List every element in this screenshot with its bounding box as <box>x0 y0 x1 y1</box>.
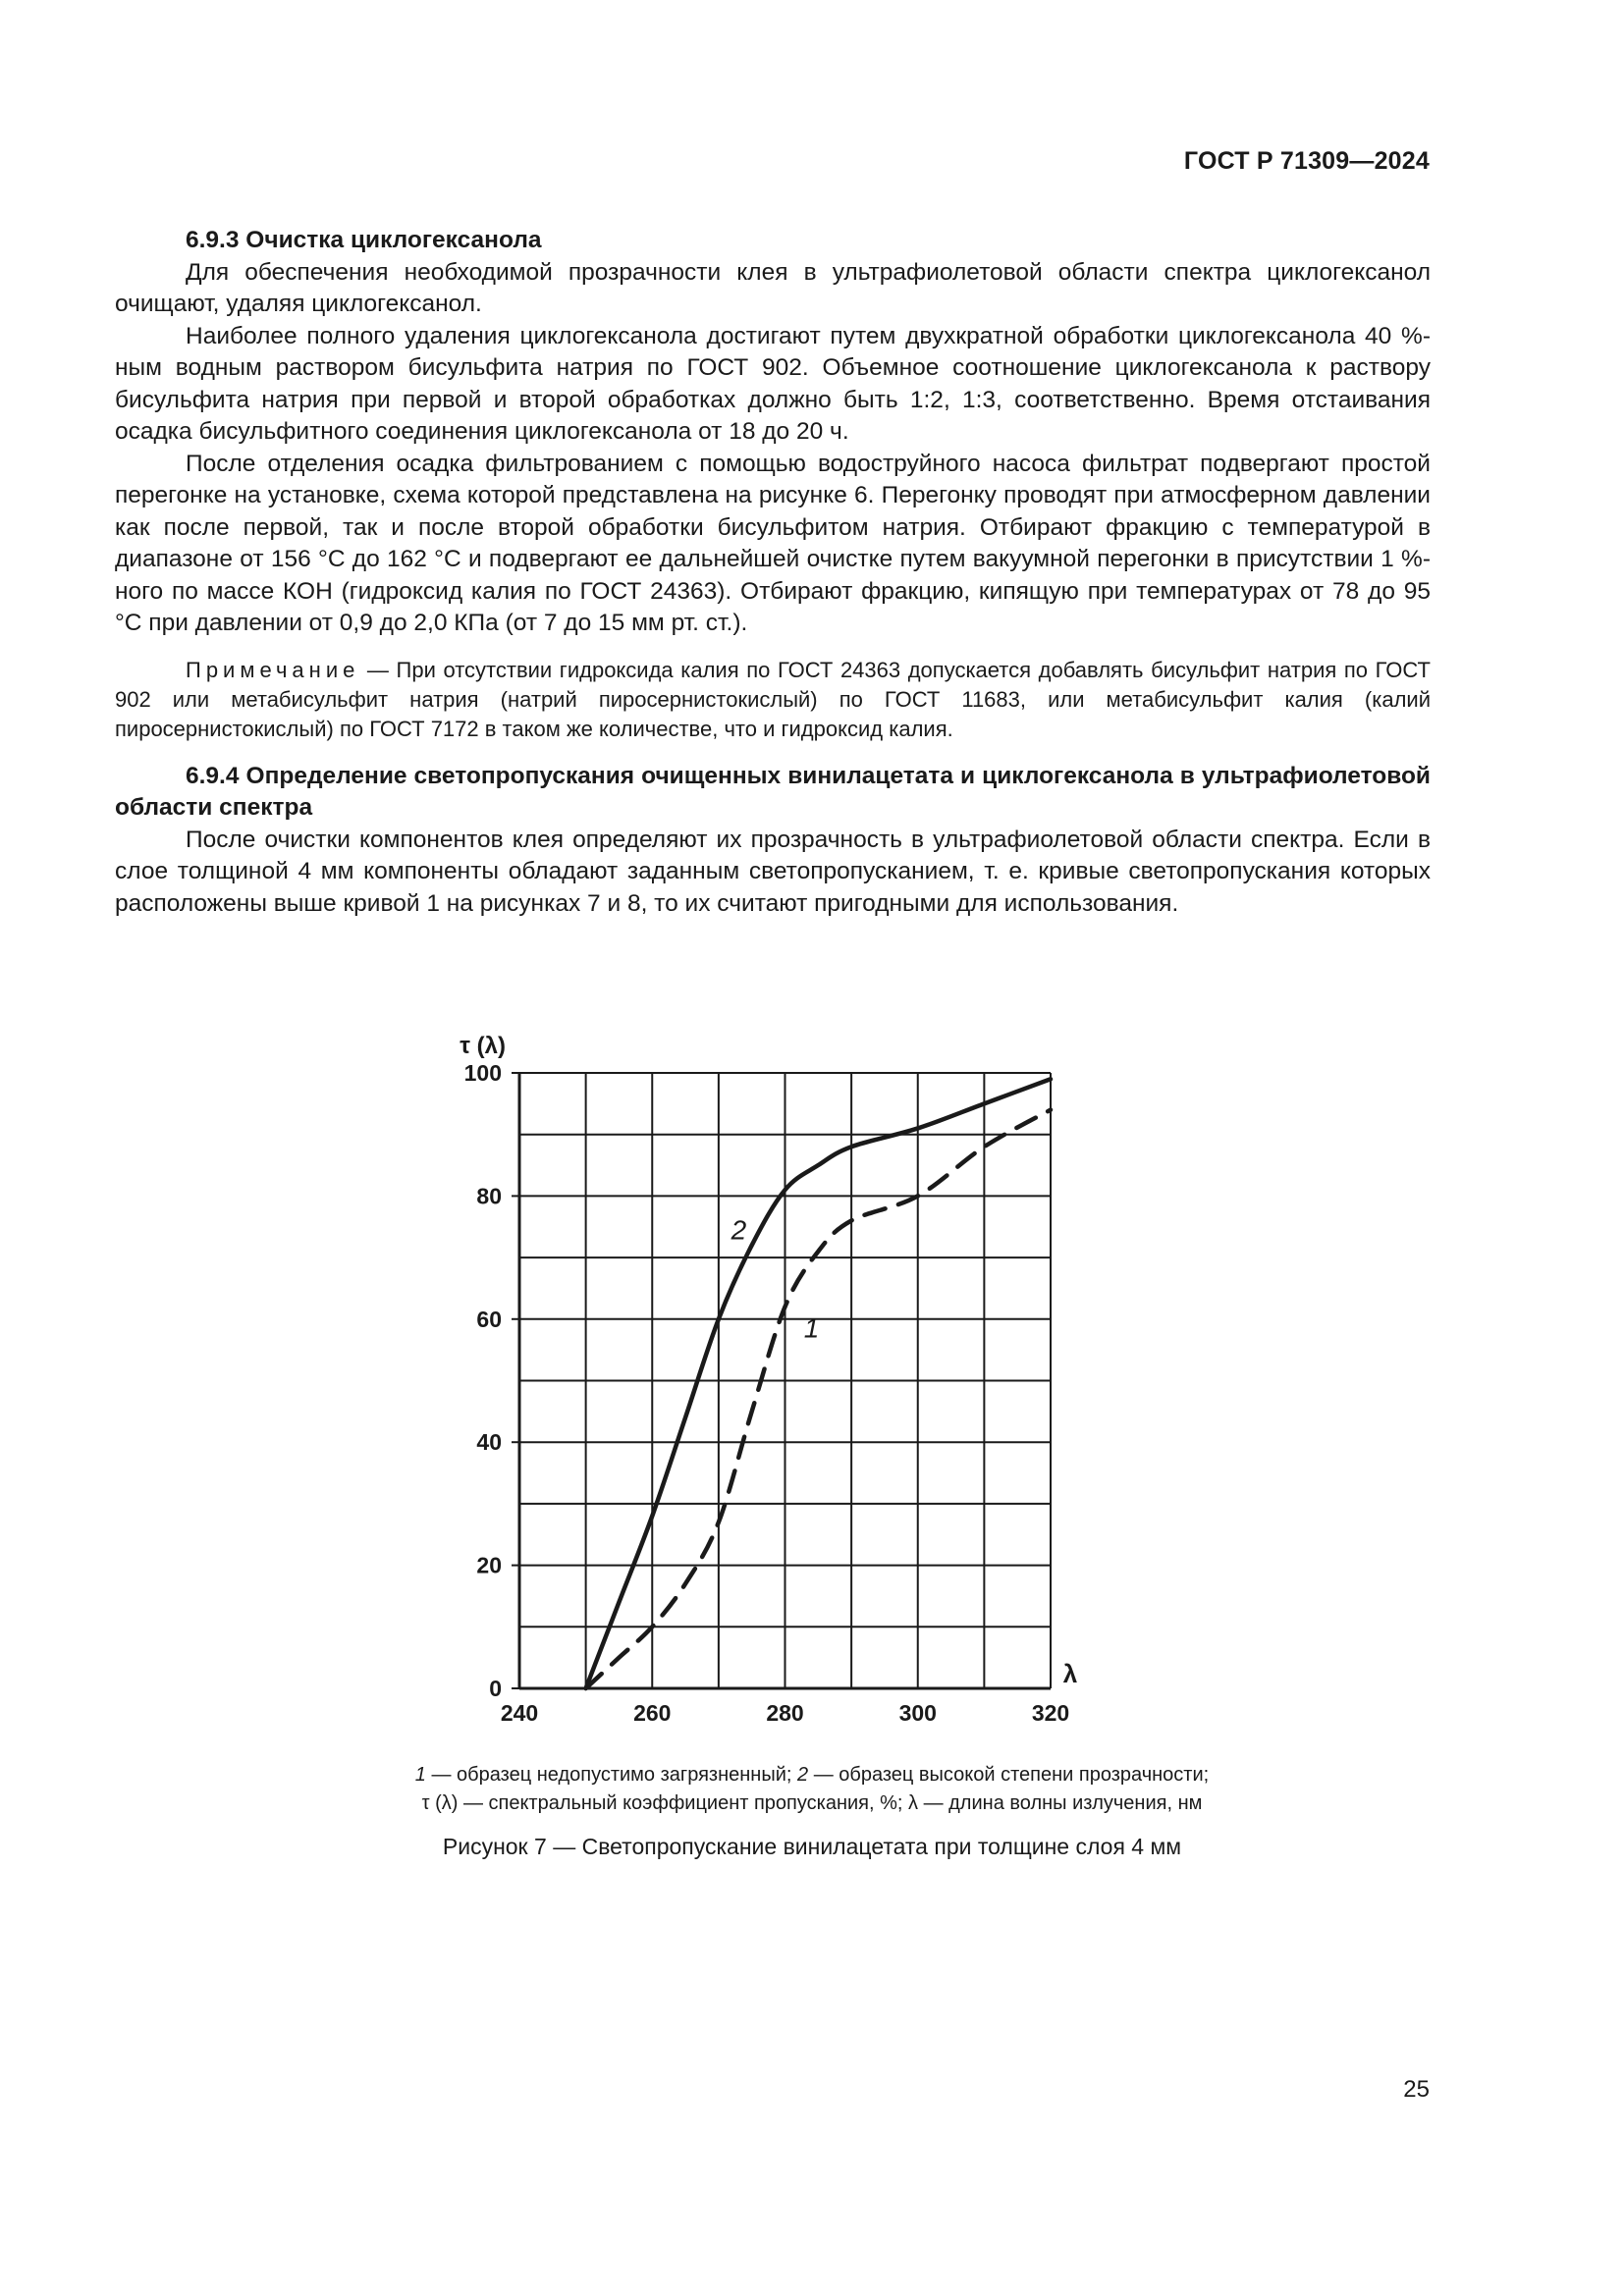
x-tick-label: 280 <box>766 1700 804 1726</box>
y-tick-label: 20 <box>476 1552 502 1578</box>
section-heading-693: 6.9.3 Очистка циклогексанола <box>186 227 542 253</box>
series-line-2 <box>586 1079 1051 1688</box>
legend-line-1 <box>0 1761 1624 1789</box>
legend-line-2: τ (λ) — спектральный коэффициент пропускания, %; λ — длина волны излучения, нм <box>421 1792 1203 1814</box>
x-tick-label: 320 <box>1031 1700 1070 1726</box>
section-heading-694: 6.9.4 Определение светопропускания очищенных винилацетата и циклогексанола в ультрафиолетовой области спектра <box>115 762 1431 821</box>
x-tick-label: 260 <box>633 1700 672 1726</box>
y-tick-label: 40 <box>476 1429 502 1456</box>
y-tick-label: 80 <box>476 1183 502 1209</box>
x-axis-label: λ <box>1062 1659 1078 1688</box>
legend-text: — образец высокой степени прозрачности; <box>808 1764 1210 1786</box>
paragraph: Наиболее полного удаления циклогексанола достигают путем двухкратной обработки циклогексанола 40 %-ным водным раствором бисульфита натрия по ГОСТ 902. Объемное соотношение циклогексанола к раствору бисульфита натрия при первой и второй обработках должно быть 1:2, 1:3, соответственно. Время отстаивания осадка бисульфитного соединения циклогексанола от 18 до 20 ч. <box>115 322 1431 445</box>
x-tick-label: 300 <box>898 1700 937 1726</box>
note-label: Примечание <box>186 657 360 682</box>
y-tick-label: 60 <box>476 1306 502 1332</box>
series-label-1: 1 <box>803 1312 820 1344</box>
note-text: При отсутствии гидроксида калия по ГОСТ 24363 допускается добавлять бисульфит натрия по ГОСТ 902 или метабисульфит натрия (натрий пиросернистокислый) по ГОСТ 11683, или метабисульфит калия (калий пиросернистокислый) по ГОСТ 7172 в таком же количестве, что и гидроксид калия. <box>115 657 1431 741</box>
figure-legend <box>0 1761 1624 1818</box>
main-text <box>115 225 1431 920</box>
document-id: ГОСТ Р 71309—2024 <box>1183 147 1430 175</box>
series-label-2: 2 <box>731 1214 747 1246</box>
legend-text: — образец недопустимо загрязненный; <box>425 1764 798 1786</box>
y-tick-label: 0 <box>489 1676 502 1701</box>
x-tick-label: 240 <box>500 1700 539 1726</box>
legend-number: 1 <box>414 1764 426 1786</box>
paragraph: После отделения осадка фильтрованием с помощью водоструйного насоса фильтрат подвергают простой перегонке на установке, схема которой представлена на рисунке 6. Перегонку проводят при атмосферном давлении как после первой, так и после второй обработки бисульфитом натрия. Отбирают фракцию с температурой в диапазоне от 156 °С до 162 °С и подвергают ее дальнейшей очистке путем вакуумной перегонки в присутствии 1 %-ного по массе КОН (гидроксид калия по ГОСТ 24363). Отбирают фракцию, кипящую при температурах от 78 до 95 °С при давлении от 0,9 до 2,0 КПа (от 7 до 15 мм рт. ст.). <box>115 450 1431 636</box>
page-number: 25 <box>1403 2076 1430 2103</box>
y-tick-label: 100 <box>463 1060 502 1086</box>
paragraph: Для обеспечения необходимой прозрачности клея в ультрафиолетовой области спектра циклогексанол очищают, удаляя циклогексанол. <box>115 258 1431 317</box>
note: Примечание — При отсутствии гидроксида калия по ГОСТ 24363 допускается добавлять бисульфит натрия по ГОСТ 902 или метабисульфит натрия (натрий пиросернистокислый) по ГОСТ 11683, или метабисульфит калия (калий пиросернистокислый) по ГОСТ 7172 в таком же количестве, что и гидроксид калия. <box>115 657 1431 741</box>
y-axis-label: τ (λ) <box>460 1033 506 1059</box>
figure-caption: Рисунок 7 — Светопропускание винилацетата при толщине слоя 4 мм <box>442 1834 1182 1859</box>
figure-7 <box>0 1021 1624 1767</box>
transmission-chart <box>0 1021 1624 1767</box>
paragraph: После очистки компонентов клея определяют их прозрачность в ультрафиолетовой области спектра. Если в слое толщиной 4 мм компоненты обладают заданным светопропусканием, т. е. кривые светопропускания которых расположены выше кривой 1 на рисунках 7 и 8, то их считают пригодными для использования. <box>115 826 1431 917</box>
legend-number: 2 <box>797 1764 809 1786</box>
